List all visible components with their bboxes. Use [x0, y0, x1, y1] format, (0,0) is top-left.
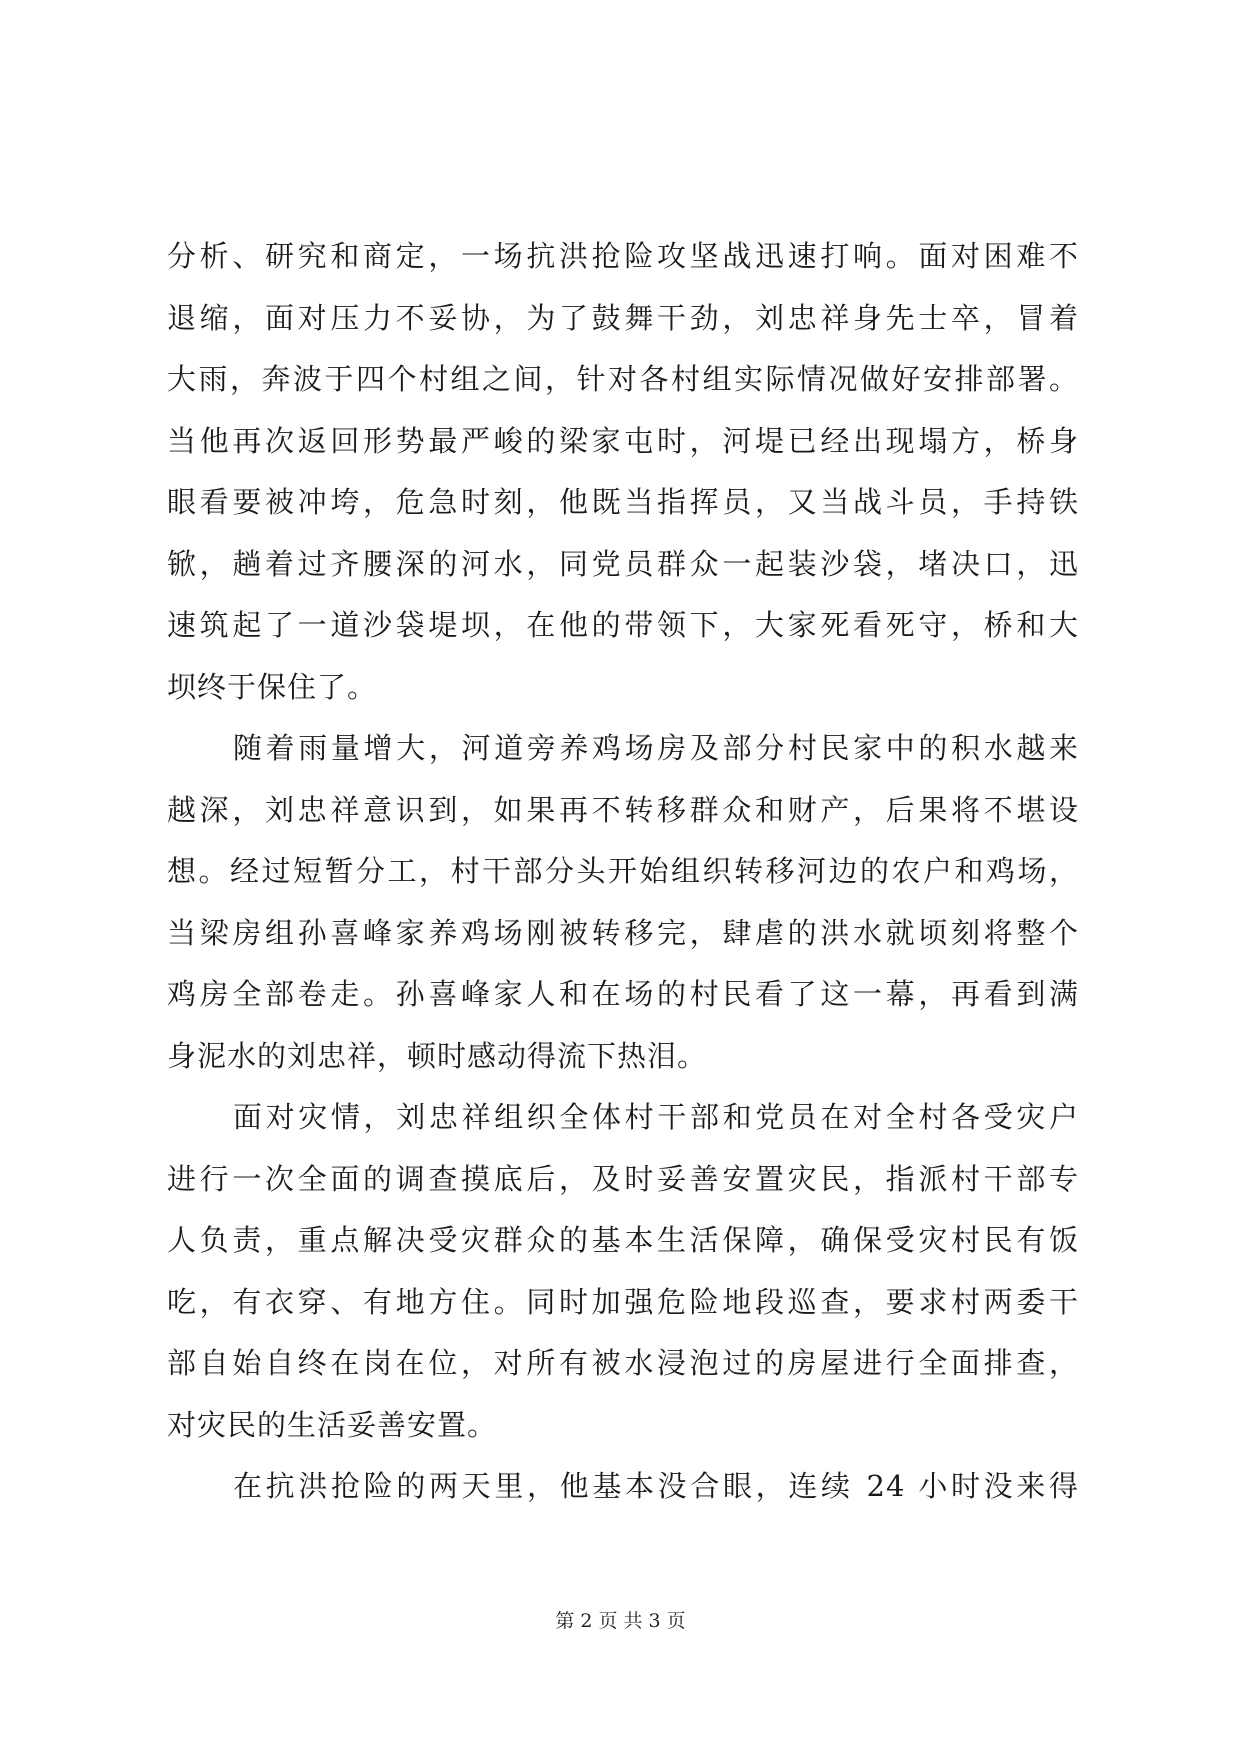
text-line: 坝终于保住了。 [167, 669, 378, 704]
text-line: 身泥水的刘忠祥，顿时感动得流下热泪。 [167, 1038, 708, 1073]
text-line: 退缩，面对压力不妥协，为了鼓舞干劲，刘忠祥身先士卒，冒着 [167, 300, 1079, 335]
text-line: 锨，趟着过齐腰深的河水，同党员群众一起装沙袋，堵决口，迅 [167, 546, 1079, 581]
text-line: 对灾民的生活妥善安置。 [167, 1407, 498, 1442]
text-line: 大雨，奔波于四个村组之间，针对各村组实际情况做好安排部署。 [167, 362, 1079, 396]
text-line: 当梁房组孙喜峰家养鸡场刚被转移完，肆虐的洪水就顷刻将整个 [167, 915, 1079, 950]
text-line: 眼看要被冲垮，危急时刻，他既当指挥员，又当战斗员，手持铁 [167, 485, 1079, 519]
page-number-footer: 第 2 页 共 3 页 [555, 1610, 686, 1632]
body-text [167, 226, 1079, 1518]
text-line: 想。经过短暂分工，村干部分头开始组织转移河边的农户和鸡场， [167, 854, 1079, 888]
text-line: 随着雨量增大，河道旁养鸡场房及部分村民家中的积水越来 [233, 731, 1079, 765]
text-line: 吃，有衣穿、有地方住。同时加强危险地段巡查，要求村两委干 [167, 1284, 1079, 1319]
text-line: 速筑起了一道沙袋堤坝，在他的带领下，大家死看死守，桥和大 [167, 608, 1079, 642]
text-line: 鸡房全部卷走。孙喜峰家人和在场的村民看了这一幕，再看到满 [167, 977, 1079, 1011]
text-line: 人负责，重点解决受灾群众的基本生活保障，确保受灾村民有饭 [167, 1223, 1079, 1257]
text-line: 在抗洪抢险的两天里，他基本没合眼，连续 24 小时没来得 [233, 1469, 1079, 1503]
text-line: 当他再次返回形势最严峻的梁家屯时，河堤已经出现塌方，桥身 [167, 423, 1079, 458]
text-line: 部自始自终在岗在位，对所有被水浸泡过的房屋进行全面排查， [167, 1346, 1079, 1380]
text-line: 进行一次全面的调查摸底后，及时妥善安置灾民，指派村干部专 [167, 1161, 1079, 1196]
text-line: 分析、研究和商定，一场抗洪抢险攻坚战迅速打响。面对困难不 [167, 239, 1079, 273]
text-line: 越深，刘忠祥意识到，如果再不转移群众和财产，后果将不堪设 [167, 792, 1079, 827]
text-line: 面对灾情，刘忠祥组织全体村干部和党员在对全村各受灾户 [233, 1100, 1079, 1134]
